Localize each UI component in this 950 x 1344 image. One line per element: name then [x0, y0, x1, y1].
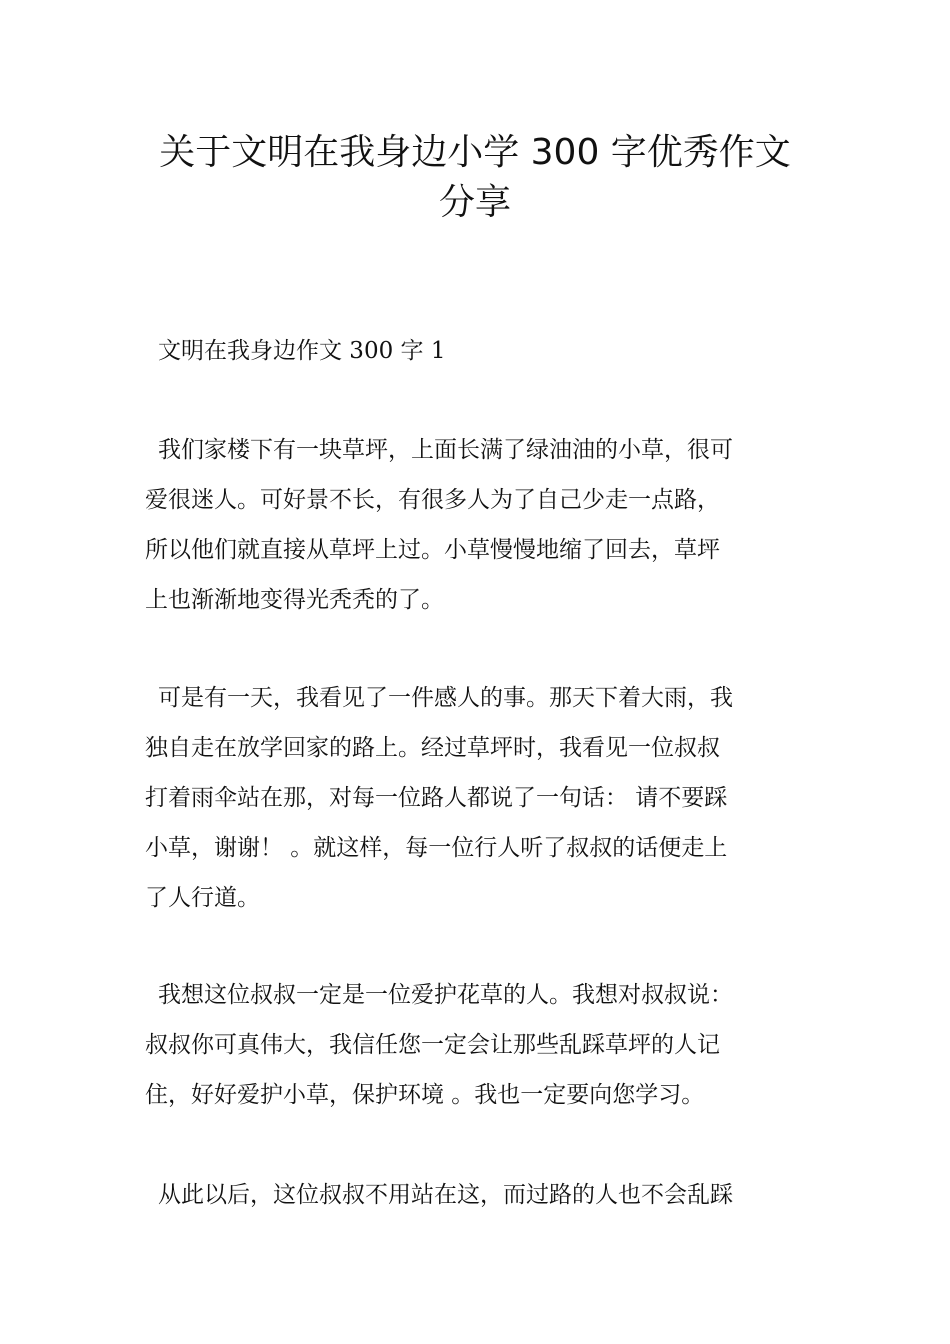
title-line-1: 关于文明在我身边小学 300 字优秀作文: [159, 132, 791, 173]
paragraph-line: 所以他们就直接从草坪上过。小草慢慢地缩了回去，草坪: [145, 537, 720, 563]
paragraph-line: 我想这位叔叔一定是一位爱护花草的人。我想对叔叔说：: [158, 982, 733, 1008]
paragraph-line: 打着雨伞站在那，对每一位路人都说了一句话： 请不要踩: [145, 785, 728, 811]
paragraph-1: [145, 425, 810, 625]
title-line-2: 分享: [438, 182, 511, 223]
paragraph-line: 上也渐渐地变得光秃秃的了。: [145, 587, 444, 613]
paragraph-3: [145, 970, 810, 1120]
paragraph-line: 叔叔你可真伟大，我信任您一定会让那些乱踩草坪的人记: [145, 1032, 720, 1058]
paragraph-line: 小草，谢谢！ 。就这样，每一位行人听了叔叔的话便走上: [145, 835, 728, 861]
document-title: [120, 128, 830, 228]
paragraph-line: 我们家楼下有一块草坪，上面长满了绿油油的小草，很可: [158, 437, 733, 463]
paragraph-line: 独自走在放学回家的路上。经过草坪时，我看见一位叔叔: [145, 735, 720, 761]
paragraph-line: 可是有一天，我看见了一件感人的事。那天下着大雨，我: [158, 685, 733, 711]
paragraph-4: [145, 1170, 810, 1220]
paragraph-line: 住，好好爱护小草，保护环境 。我也一定要向您学习。: [145, 1082, 705, 1108]
paragraph-line: 爱很迷人。可好景不长，有很多人为了自己少走一点路，: [145, 487, 720, 513]
paragraph-line: 了人行道。: [145, 885, 260, 911]
paragraph-2: [145, 673, 810, 923]
paragraph-line: 从此以后，这位叔叔不用站在这，而过路的人也不会乱踩: [158, 1182, 733, 1208]
section-heading: 文明在我身边作文 300 字 1: [158, 338, 446, 364]
